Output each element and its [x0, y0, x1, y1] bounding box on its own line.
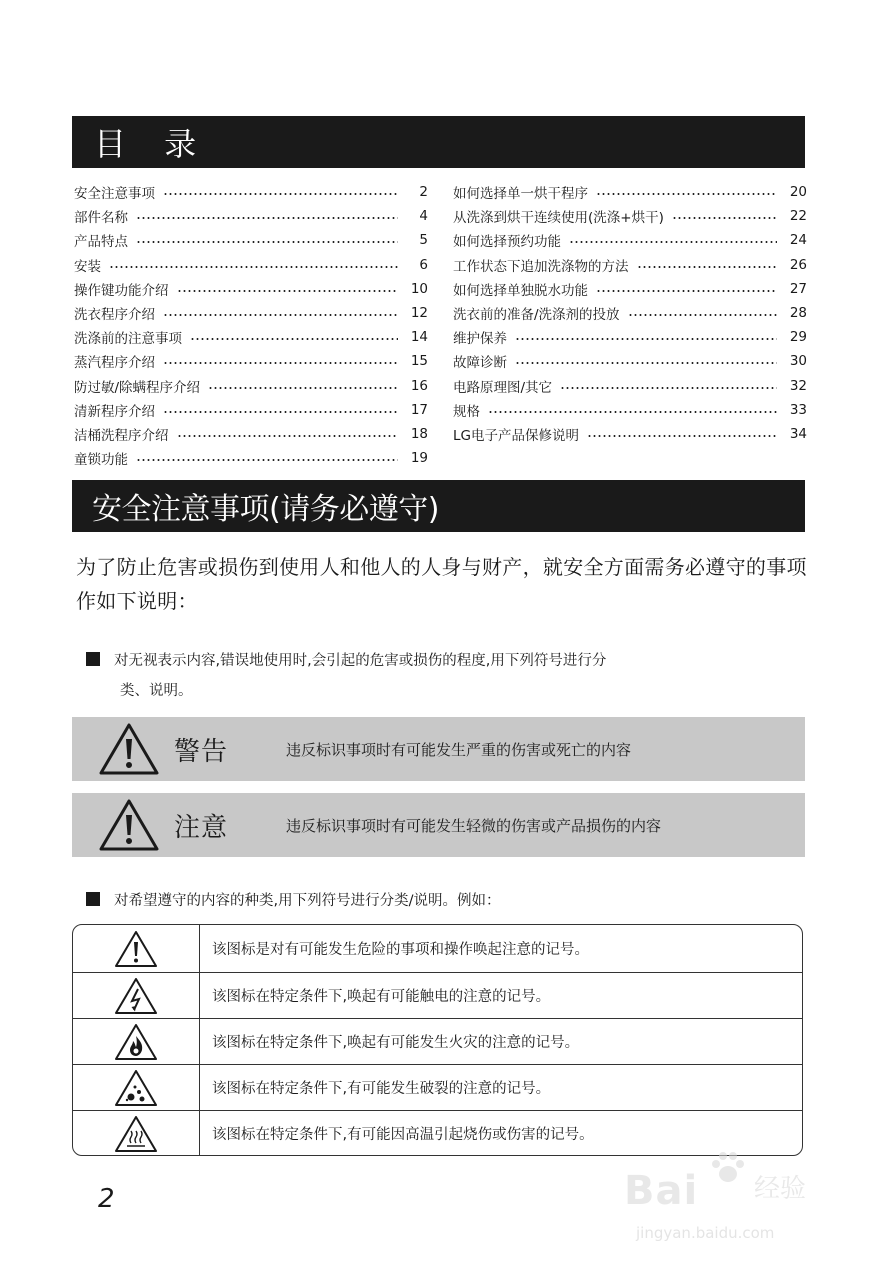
toc-dot-leader — [163, 362, 398, 364]
toc-heading: 目 录 — [94, 125, 211, 163]
caution-description: 违反标识事项时有可能发生轻微的伤害或产品损伤的内容 — [286, 816, 662, 835]
toc-dot-leader — [136, 459, 398, 461]
toc-entry-title: 产品特点 — [74, 234, 128, 251]
toc-entry — [74, 398, 428, 422]
symbol-table — [72, 924, 803, 1156]
toc-entry-page: 6 — [419, 256, 428, 273]
toc-entry-title: 安全注意事项 — [74, 186, 155, 203]
caution-box — [72, 793, 805, 857]
toc-dot-leader — [208, 387, 398, 389]
toc-dot-leader — [177, 435, 399, 437]
toc-entry — [453, 398, 807, 422]
toc-entry — [74, 301, 428, 325]
caution-triangle-icon — [98, 798, 160, 852]
toc-entry-page: 14 — [410, 329, 428, 346]
warning-triangle-icon — [98, 722, 160, 776]
toc-entry-page: 32 — [789, 377, 807, 394]
toc-entry — [74, 325, 428, 349]
toc-entry-page: 12 — [410, 305, 428, 322]
toc-entry — [74, 374, 428, 398]
symbol-row — [73, 1064, 802, 1110]
bullet-symbol-text: 对希望遵守的内容的种类,用下列符号进行分类/说明。例如： — [114, 893, 501, 909]
toc-entry-title: 规格 — [453, 403, 480, 420]
watermark-brand: Bai — [624, 1168, 699, 1214]
caution-label: 注意 — [174, 812, 229, 843]
toc-dot-leader — [177, 290, 399, 292]
toc-entry-page: 2 — [419, 184, 428, 201]
toc-entry-title: 洗涤前的注意事项 — [74, 331, 182, 348]
toc-entry-title: 故障诊断 — [453, 355, 507, 372]
burst-hazard-icon — [114, 1069, 158, 1107]
toc-dot-leader — [488, 411, 777, 413]
toc-dot-leader — [163, 193, 398, 195]
toc-dot-leader — [136, 241, 398, 243]
baidu-watermark — [620, 1150, 840, 1260]
toc-entry-page: 17 — [410, 401, 428, 418]
toc-entry — [453, 349, 807, 373]
toc-entry-page: 34 — [789, 425, 807, 442]
toc-entry-title: 如何选择单一烘干程序 — [453, 186, 588, 203]
toc-entry-title: 洗衣程序介绍 — [74, 307, 155, 324]
toc-entry-title: LG电子产品保修说明 — [453, 427, 579, 444]
toc-dot-leader — [672, 217, 777, 219]
toc-entry — [74, 277, 428, 301]
toc-entry — [453, 374, 807, 398]
bullet-symbol-note — [86, 886, 501, 916]
warning-description: 违反标识事项时有可能发生严重的伤害或死亡的内容 — [286, 740, 632, 759]
toc-entry — [453, 228, 807, 252]
toc-entry-page: 29 — [789, 329, 807, 346]
paw-print-icon — [708, 1150, 748, 1186]
toc-entry-page: 24 — [789, 232, 807, 249]
toc-entry-page: 15 — [410, 353, 428, 370]
symbol-row — [73, 972, 802, 1018]
toc-dot-leader — [515, 338, 777, 340]
warning-label: 警告 — [174, 736, 229, 767]
page-number: 2 — [98, 1184, 115, 1214]
toc-dot-leader — [596, 290, 777, 292]
toc-entry — [74, 180, 428, 204]
toc-entry-title: 防过敏/除螨程序介绍 — [74, 379, 201, 396]
toc-entry-title: 电路原理图/其它 — [453, 379, 553, 396]
bullet-severity-note — [86, 646, 806, 706]
toc-dot-leader — [163, 314, 398, 316]
symbol-description: 该图标是对有可能发生危险的事项和操作唤起注意的记号。 — [212, 942, 589, 958]
toc-dot-leader — [163, 411, 398, 413]
toc-entry-title: 工作状态下追加洗涤物的方法 — [453, 258, 629, 275]
bullet-severity-line1: 对无视表示内容,错误地使用时,会引起的危害或损伤的程度,用下列符号进行分 — [114, 653, 607, 669]
symbol-row — [73, 1018, 802, 1064]
toc-entry-page: 22 — [789, 208, 807, 225]
toc-entry — [453, 301, 807, 325]
toc-entry-page: 28 — [789, 305, 807, 322]
safety-intro: 为了防止危害或损伤到使用人和他人的人身与财产，就安全方面需务必遵守的事项作如下说明： — [76, 555, 807, 613]
toc-heading-bar — [72, 116, 805, 168]
toc-entry — [74, 253, 428, 277]
toc-dot-leader — [637, 266, 778, 268]
toc-dot-leader — [515, 362, 777, 364]
toc-entry — [74, 204, 428, 228]
toc-entry-page: 5 — [419, 232, 428, 249]
toc-entry-page: 10 — [410, 280, 428, 297]
toc-entry-page: 33 — [789, 401, 807, 418]
toc-entry — [453, 325, 807, 349]
symbol-description: 该图标在特定条件下,唤起有可能触电的注意的记号。 — [212, 989, 551, 1005]
toc-entry-page: 19 — [410, 450, 428, 467]
toc-entry-title: 蒸汽程序介绍 — [74, 355, 155, 372]
toc-dot-leader — [569, 241, 777, 243]
bullet-square — [86, 892, 100, 906]
toc-entry-title: 操作键功能介绍 — [74, 282, 169, 299]
toc-left-column — [74, 180, 428, 470]
watermark-sub: 经验 — [754, 1174, 807, 1204]
toc-entry-title: 从洗涤到烘干连续使用(洗涤+烘干) — [453, 210, 664, 227]
toc-entry-title: 如何选择预约功能 — [453, 234, 561, 251]
toc-right-column — [453, 180, 807, 446]
toc-entry — [453, 422, 807, 446]
toc-entry-page: 16 — [410, 377, 428, 394]
toc-entry-page: 30 — [789, 353, 807, 370]
warning-box — [72, 717, 805, 781]
fire-hazard-icon — [114, 1023, 158, 1061]
toc-entry-page: 4 — [419, 208, 428, 225]
toc-entry — [74, 422, 428, 446]
symbol-description: 该图标在特定条件下,有可能发生破裂的注意的记号。 — [212, 1081, 551, 1097]
toc-entry-title: 清新程序介绍 — [74, 403, 155, 420]
watermark-url: jingyan.baidu.com — [636, 1224, 775, 1242]
symbol-row — [73, 925, 802, 972]
toc-entry-page: 18 — [410, 425, 428, 442]
safety-heading: 安全注意事项(请务必遵守) — [92, 492, 439, 527]
safety-heading-bar — [72, 480, 805, 532]
toc-entry-title: 安装 — [74, 258, 101, 275]
toc-entry-title: 洗衣前的准备/洗涤剂的投放 — [453, 307, 620, 324]
toc-dot-leader — [628, 314, 777, 316]
toc-entry-title: 童锁功能 — [74, 452, 128, 469]
bullet-severity-line2: 类、说明。 — [120, 683, 193, 699]
toc-entry-title: 部件名称 — [74, 210, 128, 227]
toc-entry — [453, 204, 807, 228]
toc-entry — [74, 446, 428, 470]
toc-dot-leader — [109, 266, 398, 268]
toc-entry-page: 20 — [789, 184, 807, 201]
bullet-square — [86, 652, 100, 666]
toc-entry-title: 洁桶洗程序介绍 — [74, 427, 169, 444]
toc-dot-leader — [587, 435, 777, 437]
toc-dot-leader — [560, 387, 777, 389]
toc-entry — [74, 228, 428, 252]
symbol-description: 该图标在特定条件下,唤起有可能发生火灾的注意的记号。 — [212, 1035, 580, 1051]
toc-entry — [453, 180, 807, 204]
toc-dot-leader — [596, 193, 777, 195]
hot-surface-icon — [114, 1115, 158, 1153]
electric-shock-icon — [114, 977, 158, 1015]
toc-entry — [453, 253, 807, 277]
toc-dot-leader — [136, 217, 398, 219]
toc-entry — [74, 349, 428, 373]
symbol-description: 该图标在特定条件下,有可能因高温引起烧伤或伤害的记号。 — [212, 1127, 594, 1143]
toc-entry-page: 27 — [789, 280, 807, 297]
toc-entry — [453, 277, 807, 301]
toc-entry-title: 如何选择单独脱水功能 — [453, 282, 588, 299]
general-warning-icon — [114, 930, 158, 968]
toc-entry-title: 维护保养 — [453, 331, 507, 348]
toc-entry-page: 26 — [789, 256, 807, 273]
toc-dot-leader — [190, 338, 398, 340]
